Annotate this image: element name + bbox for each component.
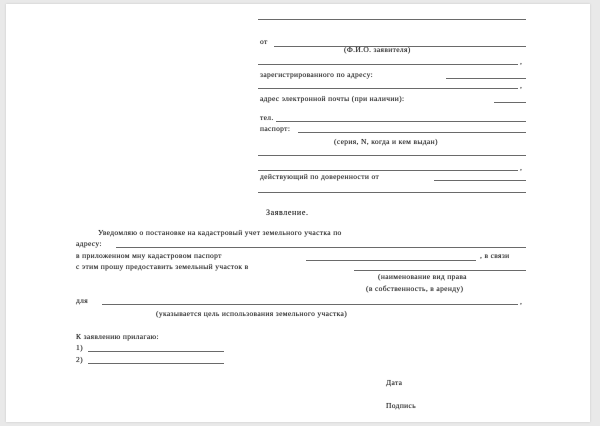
right-type-hint: (наименование вид права [378,272,467,281]
phone-label: тел. [260,113,274,122]
passport-line-1 [298,132,526,133]
comma-3: , [520,163,523,172]
passport-hint: (серия, N, когда и кем выдан) [334,137,438,146]
attachment-item-1: 1) [76,343,83,352]
attachment-line-2 [88,363,224,364]
body-passport-line [306,260,476,261]
purpose-line [102,304,518,305]
body-paragraph-1: Уведомляю о постановке на кадастровый учет земельного участка по [98,228,342,237]
passport-label: паспорт: [260,124,291,133]
address-line-2 [258,88,518,89]
header-top-line [258,19,526,20]
fio-hint: (Ф.И.О. заявителя) [344,45,411,54]
address-line-1 [446,78,526,79]
document-title: Заявление. [266,208,309,217]
email-label: адрес электронной почты (при наличии): [260,94,405,103]
comma-1: , [520,57,523,66]
representative-line-1 [434,180,526,181]
attachments-label: К заявлению прилагаю: [76,332,159,341]
fio-line-2 [258,64,518,65]
signature-label: Подпись [386,401,416,410]
document-page [6,4,590,422]
attachment-line-1 [88,351,224,352]
purpose-label: для [76,296,89,305]
right-type-line [354,270,526,271]
address-label-body: адресу: [76,239,102,248]
comma-4: , [520,297,523,306]
passport-line-2 [258,155,526,156]
passport-line-3 [258,170,518,171]
body-paragraph-2-end: , в связи [480,251,510,260]
representative-line-2 [258,192,526,193]
comma-2: , [520,81,523,90]
purpose-hint: (указывается цель использования земельного участка) [156,309,348,318]
date-label: Дата [386,378,403,387]
ownership-hint: (в собственность, в аренду) [366,284,464,293]
representative-label: действующий по доверенности от [260,172,380,181]
body-paragraph-3: с этим прошу предоставить земельный участок в [76,262,249,271]
body-address-line [116,247,526,248]
body-paragraph-2: в приложенном мну кадастровом паспорт [76,251,222,260]
address-label: зарегистрированного по адресу: [260,70,373,79]
phone-line [276,121,526,122]
from-label: от [260,37,268,46]
email-line [494,102,526,103]
attachment-item-2: 2) [76,355,83,364]
